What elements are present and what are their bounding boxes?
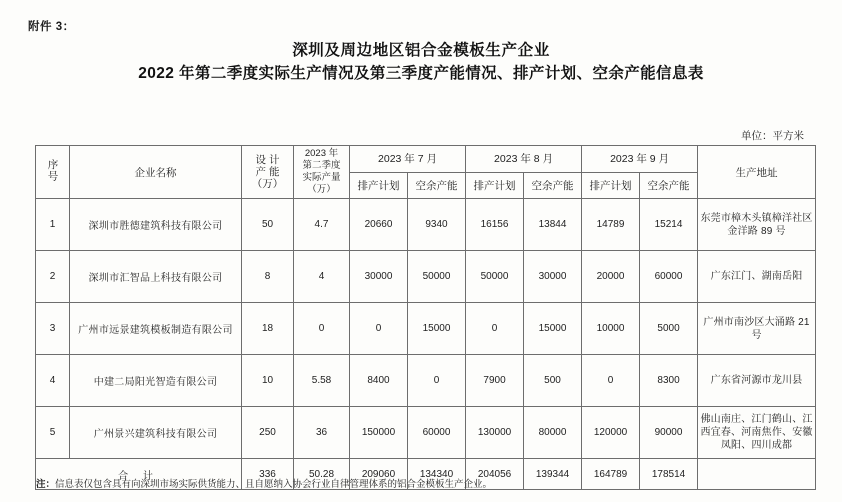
header-company: 企业名称: [70, 146, 242, 199]
cell-company: 广州市远景建筑模板制造有限公司: [70, 303, 242, 355]
header-design-capacity-l1: 设 计: [255, 154, 280, 166]
cell-aug-spare: 15000: [524, 303, 582, 355]
cell-company: 深圳市胜德建筑科技有限公司: [70, 199, 242, 251]
cell-jul-plan: 0: [350, 303, 408, 355]
production-info-table: [35, 145, 816, 490]
cell-jul-plan: 30000: [350, 251, 408, 303]
cell-actual-output: 0: [294, 303, 350, 355]
cell-sep-plan: 10000: [582, 303, 640, 355]
table-row: [36, 303, 816, 355]
cell-jul-spare: 15000: [408, 303, 466, 355]
cell-address: 广东省河源市龙川县: [698, 355, 816, 407]
cell-sep-spare: 15214: [640, 199, 698, 251]
cell-address: 广东江门、湖南岳阳: [698, 251, 816, 303]
header-sep-spare: 空余产能: [640, 172, 698, 199]
header-actual-output-l1: 2023 年: [304, 148, 339, 159]
cell-jul-spare: 9340: [408, 199, 466, 251]
cell-total-actual-output: 50.28: [294, 459, 350, 490]
cell-design-capacity: 8: [242, 251, 294, 303]
table-row: [36, 199, 816, 251]
header-jul-plan: 排产计划: [350, 172, 408, 199]
header-month-jul: 2023 年 7 月: [350, 146, 466, 173]
cell-design-capacity: 250: [242, 407, 294, 459]
document-title: [0, 40, 842, 86]
cell-design-capacity: 50: [242, 199, 294, 251]
header-sep-plan: 排产计划: [582, 172, 640, 199]
cell-total-aug-plan: 204056: [466, 459, 524, 490]
header-seq: 序号: [36, 146, 70, 199]
cell-actual-output: 5.58: [294, 355, 350, 407]
cell-jul-plan: 150000: [350, 407, 408, 459]
title-line-1: 深圳及周边地区铝合金模板生产企业: [292, 42, 550, 59]
cell-aug-spare: 13844: [524, 199, 582, 251]
cell-address: 广州市南沙区大涌路 21 号: [698, 303, 816, 355]
cell-total-design-capacity: 336: [242, 459, 294, 490]
header-address: 生产地址: [698, 146, 816, 199]
cell-company: 广州景兴建筑科技有限公司: [70, 407, 242, 459]
cell-seq: 5: [36, 407, 70, 459]
header-actual-output-l4: （万）: [307, 184, 336, 195]
header-design-capacity: [242, 146, 294, 199]
cell-seq: 4: [36, 355, 70, 407]
cell-address: 佛山南庄、江门鹤山、江西宜春、河南焦作、安徽凤阳、四川成都: [698, 407, 816, 459]
cell-aug-spare: 500: [524, 355, 582, 407]
cell-actual-output: 4.7: [294, 199, 350, 251]
cell-sep-spare: 60000: [640, 251, 698, 303]
cell-jul-spare: 60000: [408, 407, 466, 459]
title-line-2: 2022 年第二季度实际生产情况及第三季度产能情况、排产计划、空余产能信息表: [138, 65, 704, 82]
cell-total-sep-spare: 178514: [640, 459, 698, 490]
footer-note: [36, 478, 816, 492]
cell-jul-spare: 0: [408, 355, 466, 407]
cell-sep-plan: 14789: [582, 199, 640, 251]
cell-design-capacity: 10: [242, 355, 294, 407]
cell-aug-plan: 50000: [466, 251, 524, 303]
unit-note: 单位：平方米: [741, 130, 804, 142]
cell-jul-plan: 20660: [350, 199, 408, 251]
table-row: [36, 251, 816, 303]
cell-seq: 1: [36, 199, 70, 251]
cell-address: 东莞市樟木头镇樟洋社区金洋路 89 号: [698, 199, 816, 251]
cell-design-capacity: 18: [242, 303, 294, 355]
header-design-capacity-l3: （万）: [251, 178, 284, 190]
header-actual-output-l3: 实际产量: [302, 172, 341, 183]
footer-note-text: 信息表仅包含具有向深圳市场实际供货能力、且自愿纳入协会行业自律管理体系的铝合金模板生产企业。: [55, 479, 493, 490]
cell-actual-output: 36: [294, 407, 350, 459]
cell-sep-spare: 5000: [640, 303, 698, 355]
header-month-aug: 2023 年 8 月: [466, 146, 582, 173]
header-aug-plan: 排产计划: [466, 172, 524, 199]
cell-sep-spare: 90000: [640, 407, 698, 459]
cell-aug-spare: 30000: [524, 251, 582, 303]
cell-sep-plan: 0: [582, 355, 640, 407]
cell-company: 深圳市汇智品上科技有限公司: [70, 251, 242, 303]
header-actual-output-l2: 第二季度: [302, 160, 341, 171]
cell-total-aug-spare: 139344: [524, 459, 582, 490]
cell-seq: 3: [36, 303, 70, 355]
header-jul-spare: 空余产能: [408, 172, 466, 199]
cell-sep-spare: 8300: [640, 355, 698, 407]
cell-aug-plan: 7900: [466, 355, 524, 407]
attachment-label: 附件 3：: [28, 21, 75, 33]
header-actual-output: [294, 146, 350, 199]
cell-seq: 2: [36, 251, 70, 303]
cell-sep-plan: 120000: [582, 407, 640, 459]
cell-total-jul-plan: 209060: [350, 459, 408, 490]
header-aug-spare: 空余产能: [524, 172, 582, 199]
cell-aug-plan: 0: [466, 303, 524, 355]
cell-total-label: 合 计: [36, 459, 242, 490]
cell-jul-spare: 50000: [408, 251, 466, 303]
cell-company: 中建二局阳光智造有限公司: [70, 355, 242, 407]
table-header-row-1: [36, 146, 816, 173]
header-month-sep: 2023 年 9 月: [582, 146, 698, 173]
cell-aug-plan: 16156: [466, 199, 524, 251]
table-row: [36, 355, 816, 407]
cell-aug-spare: 80000: [524, 407, 582, 459]
footer-note-label: 注：: [36, 479, 56, 490]
cell-jul-plan: 8400: [350, 355, 408, 407]
table-row: [36, 407, 816, 459]
cell-sep-plan: 20000: [582, 251, 640, 303]
cell-aug-plan: 130000: [466, 407, 524, 459]
cell-actual-output: 4: [294, 251, 350, 303]
cell-total-jul-spare: 134340: [408, 459, 466, 490]
header-design-capacity-l2: 产 能: [255, 166, 280, 178]
cell-total-sep-plan: 164789: [582, 459, 640, 490]
